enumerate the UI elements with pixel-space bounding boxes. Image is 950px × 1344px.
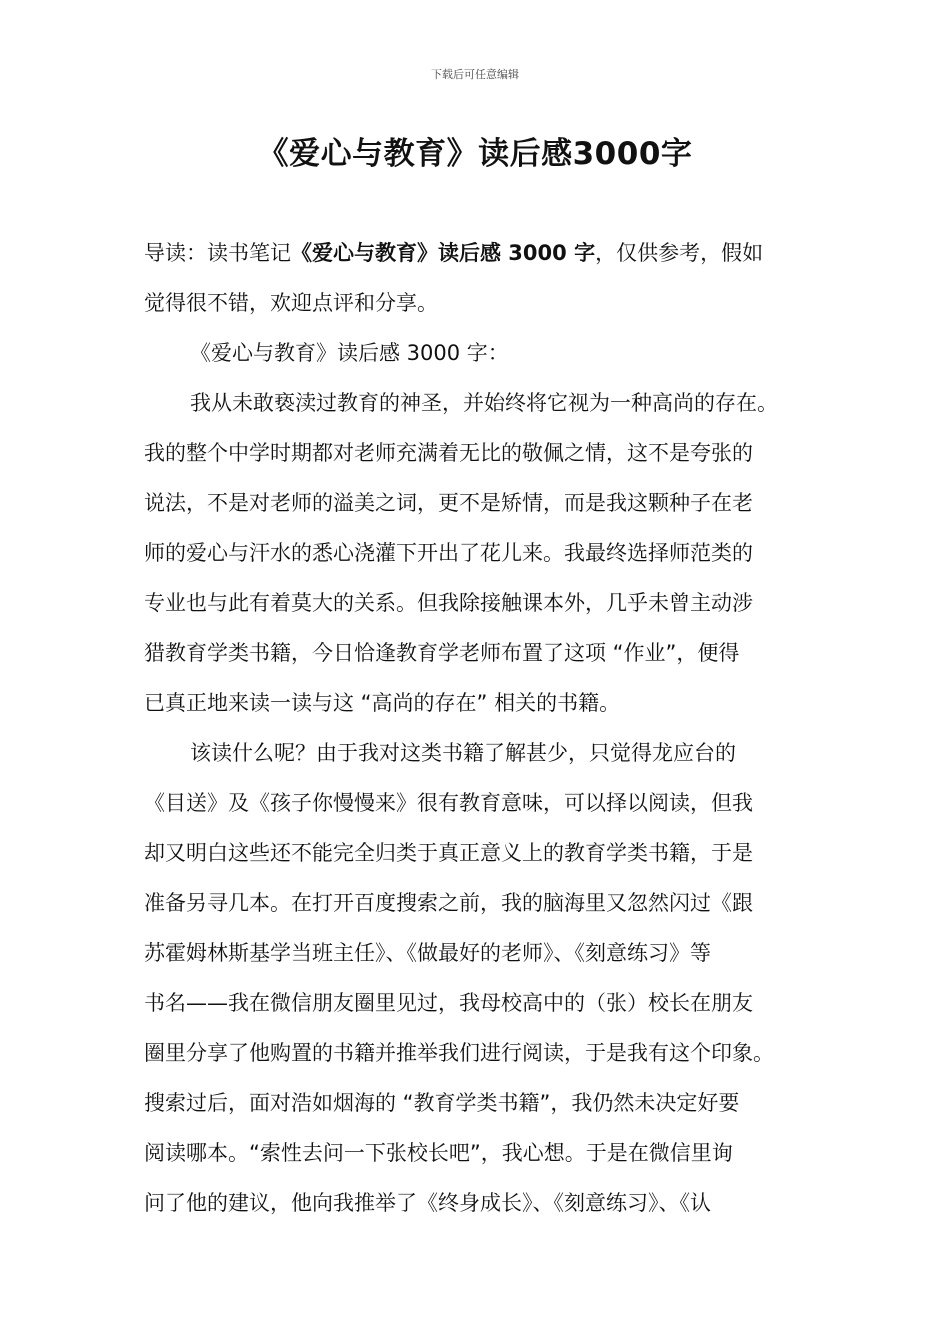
paragraph-line: 准备另寻几本。在打开百度搜索之前，我的脑海里又忽然闪过《跟 bbox=[144, 891, 753, 915]
paragraph-line: 该读什么呢？由于我对这类书籍了解甚少，只觉得龙应台的 bbox=[190, 741, 736, 765]
paragraph-line: 《目送》及《孩子你慢慢来》很有教育意味，可以择以阅读，但我 bbox=[144, 791, 753, 815]
paragraph-line: 专业也与此有着莫大的关系。但我除接触课本外，几乎未曾主动涉 bbox=[144, 591, 753, 615]
paragraph-line: 师的爱心与汗水的悉心浇灌下开出了花儿来。我最终选择师范类的 bbox=[144, 541, 753, 565]
intro-line-2: 觉得很不错，欢迎点评和分享。 bbox=[144, 291, 438, 315]
paragraph-line: 已真正地来读一读与这 “高尚的存在” 相关的书籍。 bbox=[144, 691, 621, 715]
document-body bbox=[144, 228, 820, 1228]
paragraph-line: 我从未敢亵渎过教育的神圣，并始终将它视为一种高尚的存在。 bbox=[190, 391, 778, 415]
paragraph-line: 书名——我在微信朋友圈里见过，我母校高中的（张）校长在朋友 bbox=[144, 991, 753, 1015]
paragraph-line: 搜索过后，面对浩如烟海的 “教育学类书籍”，我仍然未决定好要 bbox=[144, 1091, 740, 1115]
paragraph-line: 苏霍姆林斯基学当班主任》、《做最好的老师》、《刻意练习》等 bbox=[144, 941, 711, 965]
paragraph-2 bbox=[144, 728, 820, 1228]
intro-prefix: 导读：读书笔记 bbox=[144, 241, 291, 265]
paragraph-1 bbox=[144, 378, 820, 728]
paragraph-line: 猎教育学类书籍，今日恰逢教育学老师布置了这项 “作业”，便得 bbox=[144, 641, 740, 665]
paragraph-line: 圈里分享了他购置的书籍并推举我们进行阅读，于是我有这个印象。 bbox=[144, 1041, 774, 1065]
intro-suffix: ，仅供参考，假如 bbox=[595, 241, 764, 265]
paragraph-line: 却又明白这些还不能完全归类于真正意义上的教育学类书籍，于是 bbox=[144, 841, 753, 865]
subheading: 《爱心与教育》读后感 3000 字： bbox=[190, 341, 509, 365]
intro-bold-title: 《爱心与教育》读后感 3000 字 bbox=[291, 241, 596, 265]
page-header: 下载后可任意编辑 bbox=[431, 68, 519, 81]
paragraph-line: 阅读哪本。“索性去问一下张校长吧”，我心想。于是在微信里询 bbox=[144, 1141, 733, 1165]
intro-line-1 bbox=[144, 228, 820, 278]
document-title: 《爱心与教育》读后感3000字 bbox=[257, 136, 693, 172]
paragraph-line: 说法，不是对老师的溢美之词，更不是矫情，而是我这颗种子在老 bbox=[144, 491, 753, 515]
paragraph-line: 问了他的建议，他向我推举了《终身成长》、《刻意练习》、《认 bbox=[144, 1191, 711, 1215]
paragraph-line: 我的整个中学时期都对老师充满着无比的敬佩之情，这不是夸张的 bbox=[144, 441, 753, 465]
